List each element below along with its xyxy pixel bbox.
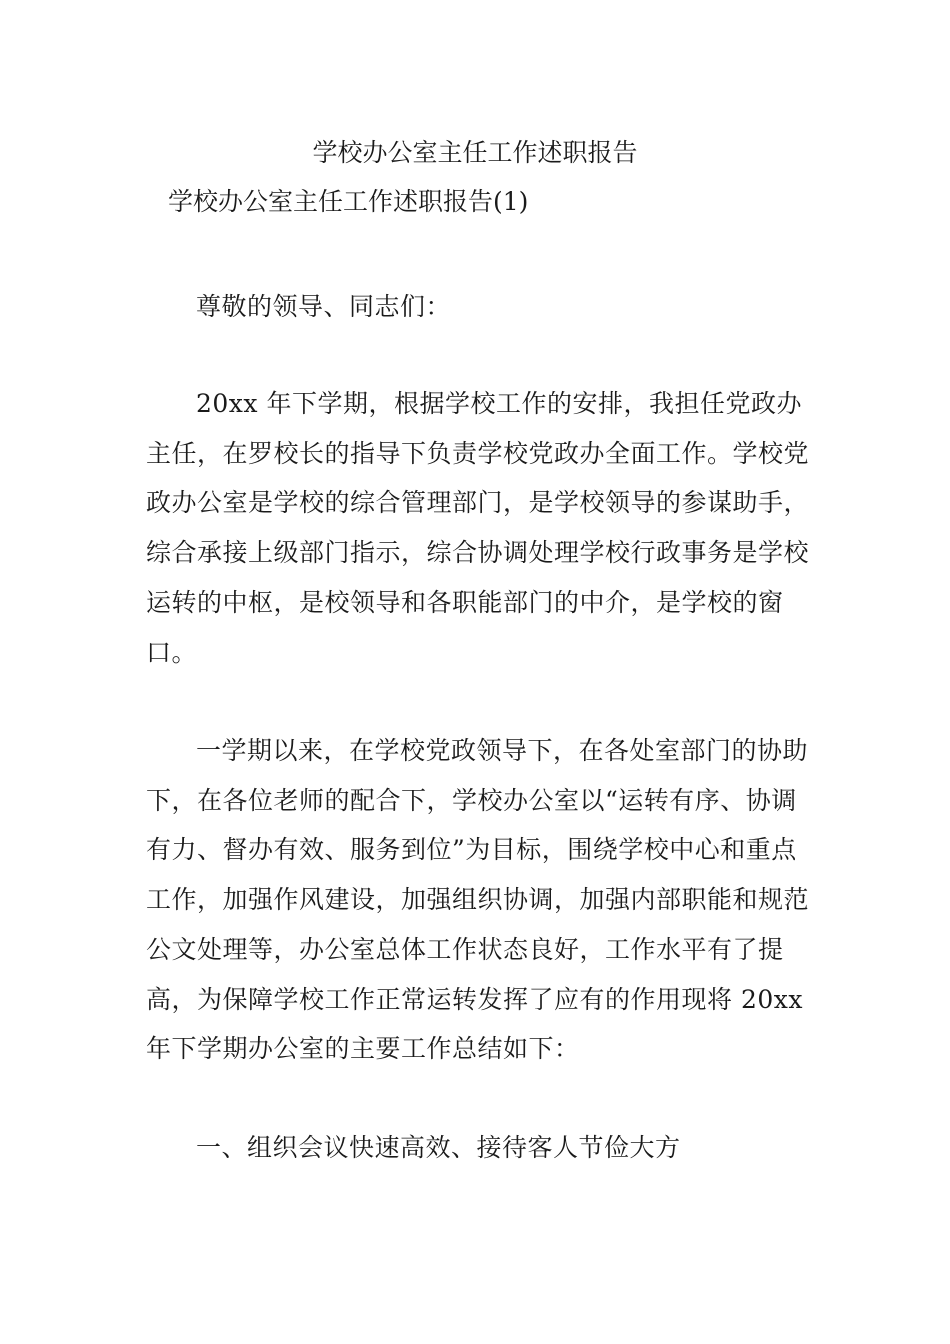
section-heading: 一、组织会议快速高效、接待客人节俭大方 xyxy=(196,1133,681,1162)
document-title: 学校办公室主任工作述职报告 xyxy=(312,138,638,167)
greeting: 尊敬的领导、同志们： xyxy=(196,292,452,321)
paragraph: 20xx 年下学期，根据学校工作的安排，我担任党政办主任，在罗校长的指导下负责学校党政办全面工作。学校党政办公室是学校的综合管理部门，是学校领导的参谋助手，综合承接上级部门指示，综合协调处理学校行政事务是学校运转的中枢，是校领导和各职能部门的中介，是学校的窗口。 xyxy=(146,389,810,667)
document-subtitle: 学校办公室主任工作述职报告(1) xyxy=(168,187,529,216)
paragraph: 一学期以来，在学校党政领导下，在各处室部门的协助下，在各位老师的配合下，学校办公室以“运转有序、协调有力、督办有效、服务到位”为目标，围绕学校中心和重点工作，加强作风建设，加强组织协调，加强内部职能和规范公文处理等，办公室总体工作状态良好，工作水平有了提高，为保障学校工作正常运转发挥了应有的作用现将 20xx 年下学期办公室的主要工作总结如下： xyxy=(146,736,810,1064)
